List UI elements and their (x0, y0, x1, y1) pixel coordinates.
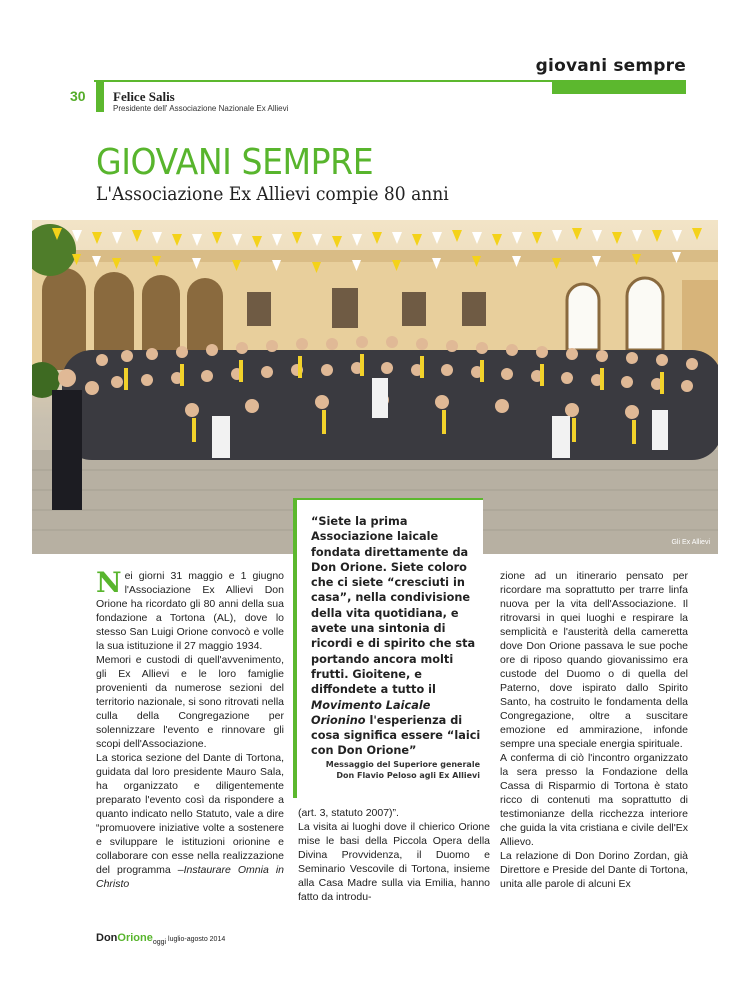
pull-quote-caption (300, 759, 480, 781)
body-paragraph: La visita ai luoghi dove il chierico Orione mise le basi della Piccola Opera della Divina Provvidenza, il Duomo e Seminario Vescovile di Tortona, insieme alla Casa Madre sulla via Emilia, hanno fatto da introdu- (298, 821, 490, 903)
pull-quote-part2: l'esperienza di cosa significa essere “laici con Don Orione” (311, 713, 481, 758)
pull-quote-caption-line2: Don Flavio Peloso agli Ex Allievi (336, 771, 480, 780)
author-name: Felice Salis (113, 89, 175, 104)
pull-quote-box (293, 498, 483, 798)
header-accent-bar (96, 80, 104, 112)
body-paragraph (96, 566, 284, 653)
pull-quote-emphasis: Movimento Laicale Orionino (311, 698, 431, 727)
body-text: ei giorni 31 maggio e 1 giugno l'Associazione Ex Allievi Don Orione ha ricordato gli 80 anni della sua fondazione a Tortona (AL), dove lo stesso San Luigi Orione convocò e volle la sua istituzione il 27 maggio 1934. (96, 570, 284, 652)
pull-quote-caption-line1: Messaggio del Superiore generale (325, 760, 480, 769)
pull-quote (311, 514, 483, 759)
brand-part: oggi (152, 939, 167, 947)
body-text: La storica sezione del Dante di Tortona, guidata dal loro presidente Mauro Sala, ha organizzato e diligentemente preparato l'evento così da rispondere a quanto indicato nello Statuto, vale a dire “promuovere iniziative volte a sostenere e sviluppare le istituzioni orionine e collaborare con esse nella realizzazione del programma – (96, 752, 284, 876)
article-subtitle: L'Associazione Ex Allievi compie 80 anni (96, 183, 449, 205)
section-tag: giovani sempre (535, 56, 686, 76)
body-column-3 (500, 569, 688, 891)
page-number: 30 (70, 88, 86, 104)
pull-quote-part1: “Siete la prima Associazione laicale fondata direttamente da Don Orione. Siete coloro che ci siete “cresciuti in casa”, nella condivisione della vita quotidiana, e avete una sintonia di ricordi e di spirito che sta portando ancora molti frutti. Gioitene, e diffondete a tutto il (311, 515, 476, 697)
page-footer (96, 932, 225, 946)
body-paragraph: (art. 3, statuto 2007)”. (298, 807, 399, 819)
body-paragraph: La relazione di Don Dorino Zordan, già Direttore e Preside del Dante di Tortona, unita alle parole di alcuni Ex (500, 850, 688, 890)
body-emphasis: Instaurare Omnia in Christo (96, 864, 284, 890)
photo-credit: Gli Ex Allievi (671, 539, 710, 546)
author-role: Presidente dell' Associazione Nazionale Ex Allievi (113, 104, 289, 113)
body-column-2 (298, 806, 490, 904)
body-paragraph: Memori e custodi di quell'avvenimento, gli Ex Allievi e le loro famiglie provenienti da numerose sezioni del territorio nazionale, si sono ritrovati nella culla della Congregazione per solennizzare l'evento e rinnovare gli scopi dell'Associazione. (96, 654, 284, 750)
body-column-1 (96, 566, 284, 891)
body-paragraph: A conferma di ciò l'incontro organizzato la sera presso la Fondazione della Cassa di Risparmio di Tortona è stato ricco di contenuti ma soprattutto di testimonianze della ricchezza interiore che guida la vita cristiana e civile dell'Ex Allievo. (500, 752, 688, 848)
header-green-block (552, 82, 686, 94)
drop-cap: N (96, 566, 122, 599)
article-title: GIOVANI SEMPRE (96, 142, 374, 183)
magazine-brand (96, 932, 167, 947)
body-paragraph: zione ad un itinerario pensato per ricordare ma soprattutto per trarre linfa nuova per la vita dell'Associazione. Il ritrovarsi in quei luoghi e respirare la semplicità e l'austerità della cameretta dove Don Orione passava le sue poche ore di riposo quando giovanissimo era custode del Duomo o di quella del Paterno, dove ispirato dallo Spirito Santo, ha costruito le fondamenta della Congregazione, oltre a suscitare emozione ed ammirazione, infonde sempre una speciale energia spirituale. (500, 570, 688, 750)
brand-part: Orione (117, 932, 153, 944)
body-paragraph (96, 751, 284, 891)
brand-part: Don (96, 932, 118, 944)
issue-date: luglio-agosto 2014 (166, 936, 226, 943)
